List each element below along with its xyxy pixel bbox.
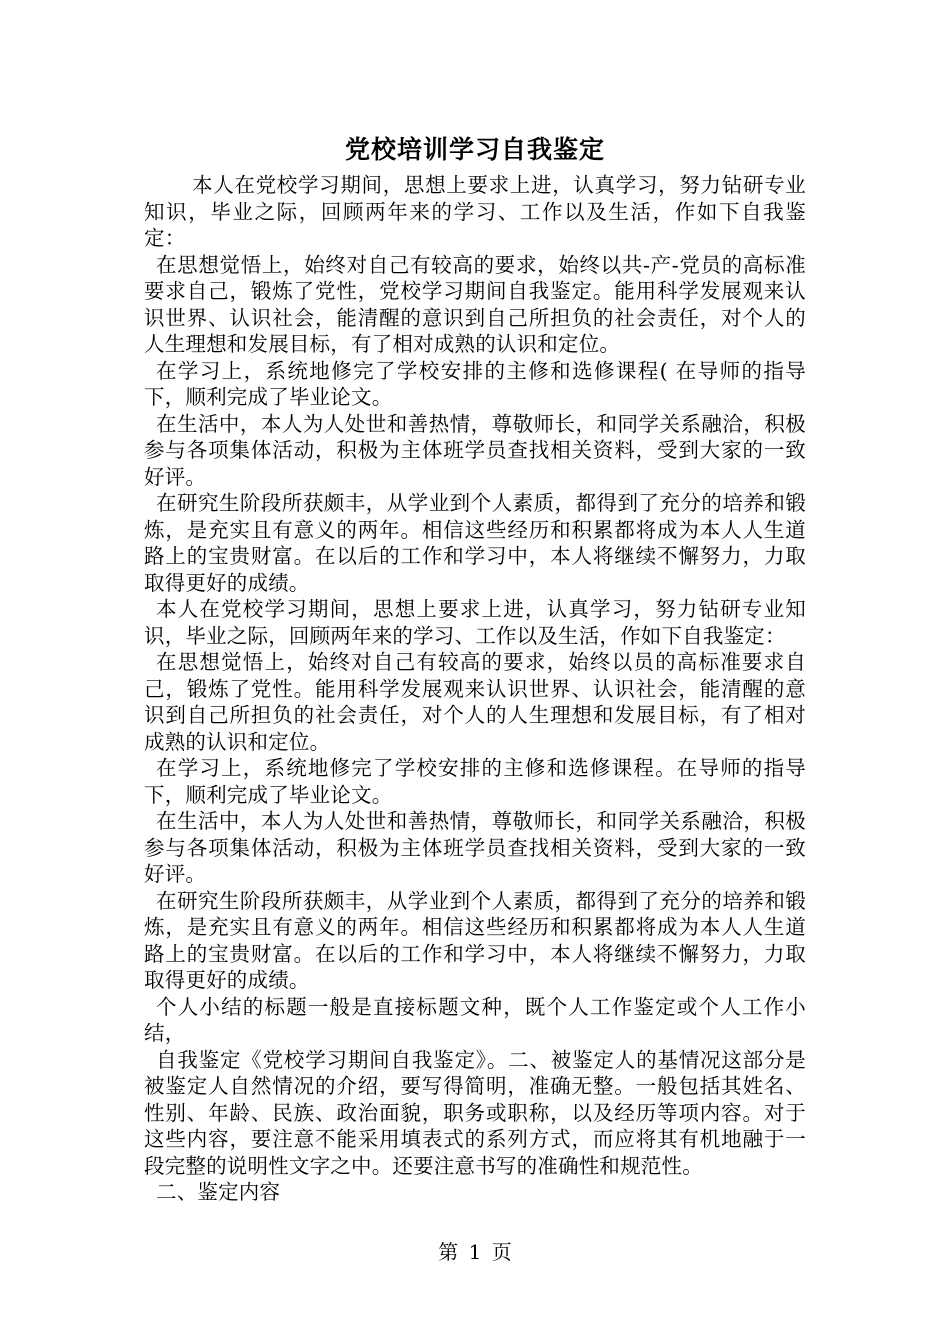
- page-number: 第 1 页: [438, 1240, 512, 1264]
- paragraph-intro: 本人在党校学习期间，思想上要求上进，认真学习，努力钻研专业知识，毕业之际，回顾两年来的学习、工作以及生活，作如下自我鉴定：: [144, 173, 806, 250]
- paragraph-ideology-repeat: 在思想觉悟上，始终对自己有较高的要求，始终以员的高标准要求自己，锻炼了党性。能用科学发展观来认识世界、认识社会，能清醒的意识到自己所担负的社会责任，对个人的人生理想和发展目标，有了相对成熟的认识和定位。: [144, 650, 806, 754]
- paragraph-study: 在学习上，系统地修完了学校安排的主修和选修课程( 在导师的指导下，顺利完成了毕业论文。: [144, 358, 806, 409]
- section-heading-content: 二、鉴定内容: [156, 1180, 281, 1204]
- document-page: [144, 128, 806, 1206]
- paragraph-intro-repeat: 本人在党校学习期间，思想上要求上进，认真学习，努力钻研专业知识，毕业之际，回顾两年来的学习、工作以及生活，作如下自我鉴定：: [144, 597, 806, 648]
- paragraph-graduate-repeat: 在研究生阶段所获颇丰，从学业到个人素质，都得到了充分的培养和锻炼，是充实且有意义的两年。相信这些经历和积累都将成为本人人生道路上的宝贵财富。在以后的工作和学习中，本人将继续不懈努力，力取取得更好的成绩。: [144, 888, 806, 992]
- paragraph-basic-info: 自我鉴定《党校学习期间自我鉴定》。二、被鉴定人的基情况这部分是被鉴定人自然情况的介绍，要写得简明，准确无整。一般包括其姓名、性别、年龄、民族、政治面貌，职务或职称，以及经历等项内容。对于这些内容，要注意不能采用填表式的系列方式，而应将其有机地融于一段完整的说明性文字之中。还要注意书写的准确性和规范性。: [144, 1047, 806, 1178]
- paragraph-graduate: 在研究生阶段所获颇丰，从学业到个人素质，都得到了充分的培养和锻炼，是充实且有意义的两年。相信这些经历和积累都将成为本人人生道路上的宝贵财富。在以后的工作和学习中，本人将继续不懈努力，力取取得更好的成绩。: [144, 491, 806, 595]
- paragraph-life-repeat: 在生活中，本人为人处世和善热情，尊敬师长，和同学关系融洽，积极参与各项集体活动，积极为主体班学员查找相关资料，受到大家的一致好评。: [144, 809, 806, 886]
- document-title: 党校培训学习自我鉴定: [344, 135, 605, 164]
- paragraph-study-repeat: 在学习上，系统地修完了学校安排的主修和选修课程。在导师的指导下，顺利完成了毕业论文。: [144, 756, 806, 807]
- paragraph-summary-title: 个人小结的标题一般是直接标题文种，既个人工作鉴定或个人工作小结，: [144, 994, 806, 1045]
- paragraph-life: 在生活中，本人为人处世和善热情，尊敬师长，和同学关系融洽，积极参与各项集体活动，积极为主体班学员查找相关资料，受到大家的一致好评。: [144, 411, 806, 489]
- paragraph-ideology: 在思想觉悟上，始终对自己有较高的要求，始终以共-产-党员的高标准要求自己，锻炼了党性，党校学习期间自我鉴定。能用科学发展观来认识世界、认识社会，能清醒的意识到自己所担负的社会责任，对个人的人生理想和发展目标，有了相对成熟的认识和定位。: [144, 252, 806, 356]
